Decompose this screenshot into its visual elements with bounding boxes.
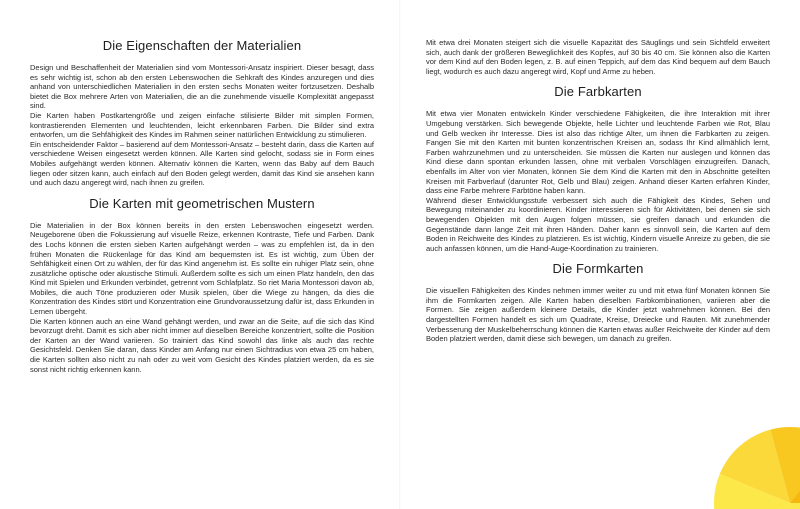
paragraph: Die Karten haben Postkartengröße und zeigen einfache stilisierte Bilder mit simplen Formen, kontrastierenden Elementen und leuchtenden, leicht erkennbaren Farben. Die Bilder sind extra entworfen, um die Sehfähigkeit des Kindes im Rahmen seiner natürlichen Entwicklung zu stimulieren. <box>30 110 374 140</box>
section-intro <box>426 38 770 76</box>
paragraph: Die Materialien in der Box können bereits in den ersten Lebenswochen eingesetzt werden. Neugeborene üben die Fokussierung auf visuelle Reize, erkennen Kontraste, Tiefe und Farben. Dank des Lochs können die ersten sieben Karten aufgehängt werden – was zu empfehlen ist, da in den frühen Monaten die Rückenlage für das Kind am bequemsten ist. Es ist wichtig, zum Üben der Sehfähigkeit einen Ort zu wählen, der für das Kind angenehm ist. Es sollte ein ruhiger Platz sein, ohne zusätzliche optische oder akustische Stimuli. Außerdem sollte es sich um einen Platz handeln, den das Kind mit Spielen und Erkunden verbindet, getrennt vom Schlafplatz. So riet Maria Montessori davon ab, Mobiles, die auch Töne produzieren oder Musik spielen, über die Wiege zu hängen, da dies die Konzentration des Kindes stört und Konzentration eine Grundvoraussetzung dafür ist, dass Erkunden in Lernen übergeht. <box>30 220 374 317</box>
paragraph: Die Karten können auch an eine Wand gehängt werden, und zwar an die Seite, auf die sich das Kind bevorzugt dreht. Damit es sich aber nicht immer auf dieselben Bereiche konzentriert, sollte die Position der Karten an der Wand variieren. So trainiert das Kind sowohl das linke als auch das rechte Gesichtsfeld. Denken Sie daran, dass Kinder am Anfang nur einen Sichtradius von etwa 25 cm haben, die Karten sollten also nicht zu nah oder zu weit vom Gesicht des Kindes platziert werden, da es sie sonst nicht richtig erkennen kann. <box>30 316 374 374</box>
yellow-segmented-circle-icon <box>708 417 800 509</box>
paragraph: Die visuellen Fähigkeiten des Kindes nehmen immer weiter zu und mit etwa fünf Monaten können Sie ihm die Formkarten zeigen. Alle Karten haben dieselben Farbkombinationen, variieren aber die Formen. Sie zeigen außerdem kleinere Details, die Kinder jetzt wahrnehmen können. Bei den dargestellten Formen handelt es sich um Quadrate, Kreise, Dreiecke und Rauten. Mit zunehmender Verbesserung der Muskelbeherrschung können die Karten etwas außer Reichweite der Kinder auf dem Boden platziert werden, damit diese sich bewegen, um danach zu greifen. <box>426 286 770 344</box>
paragraph: Während dieser Entwicklungsstufe verbessert sich auch die Fähigkeit des Kindes, Sehen und Bewegung miteinander zu koordinieren. Kinder interessieren sich für Aktivitäten, bei denen sie sich bewegenden Objekten mit den Augen folgen müssen, sie greifen danach und erkunden die Gegenstände dann lange Zeit mit ihren Händen. Daher kann es sinnvoll sein, die Karten auf dem Boden in Reichweite des Kindes zu platzieren. Es ist wichtig, Kindern visuelle Anreize zu geben, die sie auch anfassen können, um die Hand-Auge-Koordination zu trainieren. <box>426 195 770 253</box>
intro-paragraph: Mit etwa drei Monaten steigert sich die visuelle Kapazität des Säuglings und sein Sichtfeld erweitert sich, auch dank der größeren Beweglichkeit des Kopfes, auf 30 bis 40 cm. Sie können also die Karten vor dem Kind auf den Boden legen, z. B. auf einen Teppich, auf dem das Kind bequem auf dem Bauch liegt, wodurch es auch dazu angeregt wird, Kopf und Arme zu heben. <box>426 38 770 76</box>
section-heading-geometrische-muster: Die Karten mit geometrischen Mustern <box>89 195 315 211</box>
section-farbkarten <box>426 84 770 253</box>
paragraph: Ein entscheidender Faktor – basierend auf dem Montessori-Ansatz – besteht darin, dass die Karten auf verschiedene Weisen eingesetzt werden können. Alle Karten sind gelocht, sodass sie in Form eines Mobiles aufgehängt werden können. Alternativ können die Karten, wenn das Baby auf dem Bauch liegen oder sitzen kann, auch einfach auf den Boden gelegt werden, damit das Kind sie ansehen kann und auch dazu angeregt wird, nach ihnen zu greifen. <box>30 139 374 188</box>
paragraph: Design und Beschaffenheit der Materialien sind vom Montessori-Ansatz inspiriert. Dieser besagt, dass es sehr wichtig ist, schon ab den ersten Lebenswochen die Sehkraft des Kindes anzuregen und dies anhand von unterschiedlichen Materialien in den ersten sechs Monaten weiter fortzusetzen. Deshalb bietet die Box mehrere Arten von Materialien, die an die zunehmende visuelle Komplexität angepasst sind. <box>30 63 374 111</box>
section-materialien <box>30 38 374 188</box>
paragraph: Mit etwa vier Monaten entwickeln Kinder verschiedene Fähigkeiten, die ihre Interaktion mit ihrer Umgebung verstärken. Sich bewegende Objekte, helle Lichter und leuchtende Farben wie Rot, Blau und Gelb wecken ihr Interesse. Dies ist also das richtige Alter, um ihnen die Farbkarten zu zeigen. Fangen Sie mit den Karten mit bunten konzentrischen Kreisen an, sodass Ihr Kind allmählich lernt, Farben wahrzunehmen und zu unterscheiden. Sie müssen die Karten nur auslegen und können das Kind diese dann spontan erkunden lassen, ohne mit verbalen Vorschlägen einzugreifen. Danach, ebenfalls im Alter von vier Monaten, können Sie dem Kind die Karten mit den in Abschnitte geteilten Kreisen mit Farbverlauf (darunter Rot, Gelb und Blau) zeigen. Anhand dieser Karten erfahren Kinder, dass eine Farbe mehrere Farbtöne haben kann. <box>426 109 770 196</box>
section-heading-farbkarten: Die Farbkarten <box>554 84 642 100</box>
section-formkarten <box>426 261 770 344</box>
section-heading-materialien: Die Eigenschaften der Materialien <box>102 38 302 53</box>
section-heading-formkarten: Die Formkarten <box>552 261 644 277</box>
section-geometrische-muster <box>30 196 374 375</box>
